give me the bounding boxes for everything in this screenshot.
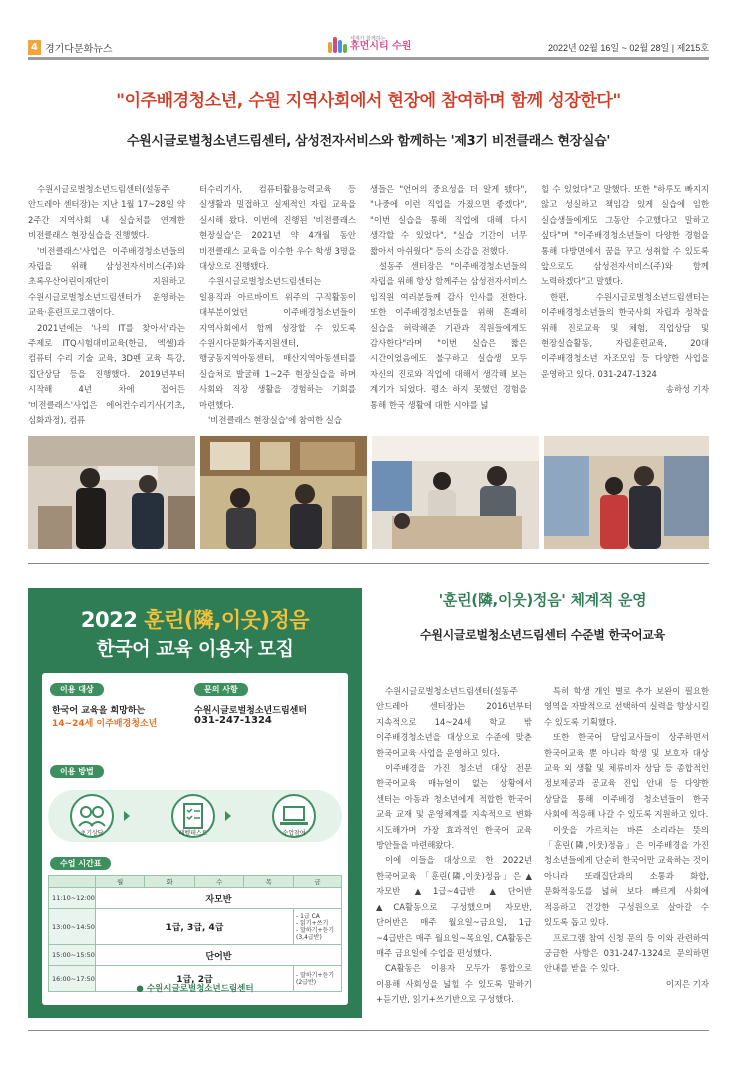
activity-cell: - 말하기+듣기 (2급반) xyxy=(294,966,342,992)
time-cell: 13:00~14:50 xyxy=(49,909,96,945)
photo-practice-1 xyxy=(28,436,195,549)
table-header-day: 월 xyxy=(95,876,144,888)
photo-image xyxy=(544,436,709,549)
korean-class-poster xyxy=(28,588,362,1018)
paragraph: 설동주 센터장은 "이주배경청소년들의 자립을 위해 항상 함께주는 삼성전자서비스 임직원 여러분들께 감사 인사를 전한다. 또한 이주배경청소년들을 위해 흔쾌히 실습을 허락해준 기관과 직원들에게도 감사한다"라며 "이번 실습은 짧은 시간이었음에도 불구하고 실습생 모두 자신의 진로와 직업에 대해서 생각해 보는 계기가 되었다. 평소 하지 못했던 경험을 통해 한국 생활에 대한 시야를 넓 xyxy=(370,261,527,410)
paragraph: 이웃을 가르치는 바른 소리라는 뜻의 「훈린(隣,이웃)정음」은 이주배경을 가진 청소년들에게 단순히 한국어만 교육하는 것이 아니라 또래집단과의 소통과 화합, 문화적응도를 넓혀 보다 빠르게 사회에 적응하고 건강한 구성원으로 살아갈 수 있도록 돕고 있다. xyxy=(544,824,709,928)
article2-column-1 xyxy=(376,684,532,1016)
contact-phone: 031-247-1324 xyxy=(194,715,272,726)
photo-image xyxy=(28,436,195,549)
paragraph: 2021년에는 '나의 IT를 찾아서'라는 주제로 ITQ시험대비교육(한글, 엑셀)과 컴퓨터 수리 기술 교육, 3D펜 교육 특강, 집단상담 등을 진행했다. 2019년부터 시작해 4년 차에 접어든 '비전클래스'사업은 에어컨수리기사(기초, 심화과정), 컴퓨 xyxy=(28,322,185,426)
article1-headline: "이주배경청소년, 수원 지역사회에서 현장에 참여하며 함께 성장한다" xyxy=(116,91,621,111)
issue-date: 2022년 02월 16일 ~ 02월 28일 | 제215호 xyxy=(547,43,709,53)
page-label xyxy=(28,38,113,56)
byline: 송하성 기자 xyxy=(665,384,709,395)
article2-subhead: 수원시글로벌청소년드림센터 수준별 한국어교육 xyxy=(420,628,665,642)
level-cell: 1급, 2급 xyxy=(95,966,293,992)
paragraph: 이에 이들을 대상으로 한 2022년 한국어교육 「훈린(隣,이웃)정음」은 ▲자모반 ▲1급~4급반 ▲단어반 ▲CA활동으로 구성했으며 자모반, 단어반은 매주 월요일~금요일, 1급~4급반은 매주 월요일~목요일, CA활동은 매주 금요일에 수업을 편성했다. xyxy=(376,855,532,958)
city-logo xyxy=(328,35,411,53)
table-row xyxy=(49,945,342,966)
paragraph: 프로그램 참여 신청 문의 등 이와 관련하여 궁금한 사항은 031-247-1324로 문의하면 안내를 받을 수 있다. xyxy=(544,932,709,974)
publication-name: 경기다문화뉴스 xyxy=(44,43,113,55)
time-cell: 11:10~12:00 xyxy=(49,888,96,909)
step-level-test-label: 레벨테스트 xyxy=(178,830,208,837)
paragraph: 터수리기사, 컴퓨터활용능력교육 등 실생활과 밀접하고 실제적인 자립 교육을 실시해 왔다. 이번에 진행된 '비전클래스 현장실습'은 2021년 약 4개월 동안 비전클래스 교육을 이수한 우수 학생 3명을 대상으로 진행됐다. xyxy=(199,184,356,272)
photo-practice-3 xyxy=(372,436,539,549)
article1-column-2 xyxy=(199,182,356,430)
target-line-1: 한국어 교육을 희망하는 xyxy=(52,706,146,716)
photo-practice-4 xyxy=(544,436,709,549)
method-label: 이용 방법 xyxy=(50,765,104,778)
paragraph: 또한 한국어 담임교사들이 상주하면서 한국어교육 뿐 아니라 학생 및 보호자 대상 교육 외 생활 및 체류비자 상담 등 종합적인 정보제공과 공교육 진입 안내 등 다양한 상담을 통해 이주배경 청소년들이 한국 사회에 적응해 나갈 수 있도록 지원하고 있다. xyxy=(544,732,709,820)
page-header xyxy=(28,35,709,60)
article1-column-1 xyxy=(28,182,185,430)
poster-organization xyxy=(42,982,348,994)
table-row xyxy=(49,888,342,909)
paragraph: 한편, 수원시글로벌청소년드림센터는 이주배경청소년들의 한국사회 자립과 정착을 위해 진로교육 및 체험, 직업상담 및 현장실습활동, 자립훈련교육, 20대 이주배경청소년 자조모임 등 다양한 사업을 운영하고 있다. 031-247-1324 xyxy=(541,291,709,379)
paragraph: 힐 수 있었다"고 말했다. 또한 "하루도 빠지지 않고 성실하고 책임감 있게 실습에 임한 실습생들에게도 그동안 수고했다고 말하고 싶다"며 "이주배경청소년들이 다양한 경험을 통해 다방면에서 꿈을 꾸고 성취할 수 있도록 앞으로도 삼성전자서비스(주)와 함께 노력하겠다"고 말했다. xyxy=(541,184,709,287)
article1-subhead: 수원시글로벌청소년드림센터, 삼성전자서비스와 함께하는 '제3기 비전클래스 현장실습' xyxy=(126,134,611,149)
step-consult-label: 초기상담 xyxy=(80,830,104,837)
step-class-label: 수업참여 xyxy=(282,830,306,837)
photo-practice-2 xyxy=(200,436,367,549)
class-schedule-table xyxy=(48,875,342,992)
level-cell: 자모반 xyxy=(95,888,341,909)
people-icon: ● xyxy=(136,984,144,994)
logo-tagline: 세계가 함께하는 xyxy=(350,35,386,42)
paragraph: CA활동은 이용자 모두가 통합으로 이용해 사회성을 넓힐 수 있도록 말하기+듣기반, 읽기+쓰기반으로 구성했다. xyxy=(376,963,532,1005)
poster-subtitle: 한국어 교육 이용자 모집 xyxy=(96,638,294,660)
time-cell: 15:00~15:50 xyxy=(49,945,96,966)
table-header-cell xyxy=(49,876,96,888)
table-row xyxy=(49,909,342,945)
section-divider xyxy=(28,563,709,564)
bottom-divider xyxy=(28,1030,709,1031)
paragraph: '비전클래스 현장실습'에 참여한 실습 xyxy=(208,415,342,426)
paragraph: 이주배경을 가진 청소년 대상 전문 한국어교육 매뉴얼이 없는 상황에서 센터는 아동과 청소년에게 적합한 한국어 교육 교재 및 운영체계를 지속적으로 변화 시도해가며 가장 효과적인 한국어 교육 방안들을 마련해왔다. xyxy=(376,763,532,851)
time-cell: 16:00~17:50 xyxy=(49,966,96,992)
poster-org-name: 수원시글로벌청소년드림센터 xyxy=(146,984,254,994)
paragraph: 특히 학생 개인 별로 추가 보완이 필요한 영역을 자발적으로 선택하여 실력을 향상시킬 수 있도록 기획했다. xyxy=(544,686,709,727)
contact-org: 수원시글로벌청소년드림센터 xyxy=(194,706,308,716)
page-number: 4 xyxy=(28,40,41,55)
table-header-day: 목 xyxy=(244,876,294,888)
paragraph: 수원시글로벌청소년드림센터(설동주 안드레아 센터장)는 2016년부터 지속적으로 14~24세 학교 밖 이주배경청소년을 대상으로 수준에 맞춘 한국어교육 사업을 운영하고 있다. xyxy=(376,686,532,758)
article1-column-3 xyxy=(370,182,527,430)
contact-label: 문의 사항 xyxy=(194,683,248,696)
article1-column-4 xyxy=(541,182,709,430)
level-cell: 1급, 3급, 4급 xyxy=(95,909,293,945)
table-header-day: 금 xyxy=(294,876,342,888)
table-header-day: 화 xyxy=(145,876,194,888)
people-icon xyxy=(328,35,346,53)
arrow-icon xyxy=(225,811,231,821)
schedule-label: 수업 시간표 xyxy=(50,857,111,870)
poster-card xyxy=(42,673,348,1005)
poster-title xyxy=(28,604,362,634)
logo-title: 휴먼시티 수원 xyxy=(350,40,412,52)
paragraph: 수원시글로벌청소년드림센터는 일용직과 아르바이트 위주의 구직활동이 대부분이었던 이주배경청소년들이 지역사회에서 함께 성장할 수 있도록 수원시다문화가족지원센터, 행궁동지역아동센터, 매산지역아동센터를 실습처로 발굴해 1~2주 현장실습을 하며 사회와 직장 생활을 경험하는 기회를 마련했다. xyxy=(199,276,356,410)
paragraph: '비전클래스'사업은 이주배경청소년들의 자립을 위해 삼성전자서비스(주)와 초록우산어린이재단이 지원하고 수원시글로벌청소년드림센터가 운영하는 교육·훈련프로그램이다. xyxy=(28,245,185,318)
paragraph: 생들은 "언어의 중요성을 더 알게 됐다", "나중에 이런 직업을 가졌으면 좋겠다", "이번 실습을 통해 직업에 대해 다시 생각할 수 있었다", "실습 기간이 너무 짧아서 아쉬웠다" 등의 소감을 전했다. xyxy=(370,184,527,256)
poster-program-name: 훈린(隣,이웃)정음 xyxy=(144,608,310,632)
photo-image xyxy=(372,436,539,549)
poster-year: 2022 xyxy=(80,608,138,632)
activity-cell: - 1급 CA - 읽기+쓰기 - 말하기+듣기 (3,4급반) xyxy=(294,909,342,945)
target-line-2: 14~24세 이주배경청소년 xyxy=(52,719,158,729)
byline: 이지은 기자 xyxy=(665,978,709,989)
paragraph: 수원시글로벌청소년드림센터(설동주 안드레아 센터장)는 지난 1월 17~28일 약 2주간 지역사회 내 실습처를 연계한 비전클래스 현장실습을 진행했다. xyxy=(28,184,185,241)
photo-image xyxy=(200,436,367,549)
target-label: 이용 대상 xyxy=(50,683,104,696)
article2-headline: '훈린(隣,이웃)정음' 체계적 운영 xyxy=(438,591,647,609)
arrow-icon xyxy=(124,811,130,821)
table-header-day: 수 xyxy=(194,876,243,888)
table-header-row xyxy=(49,876,342,888)
article2-column-2 xyxy=(544,684,709,1016)
level-cell: 단어반 xyxy=(95,945,341,966)
